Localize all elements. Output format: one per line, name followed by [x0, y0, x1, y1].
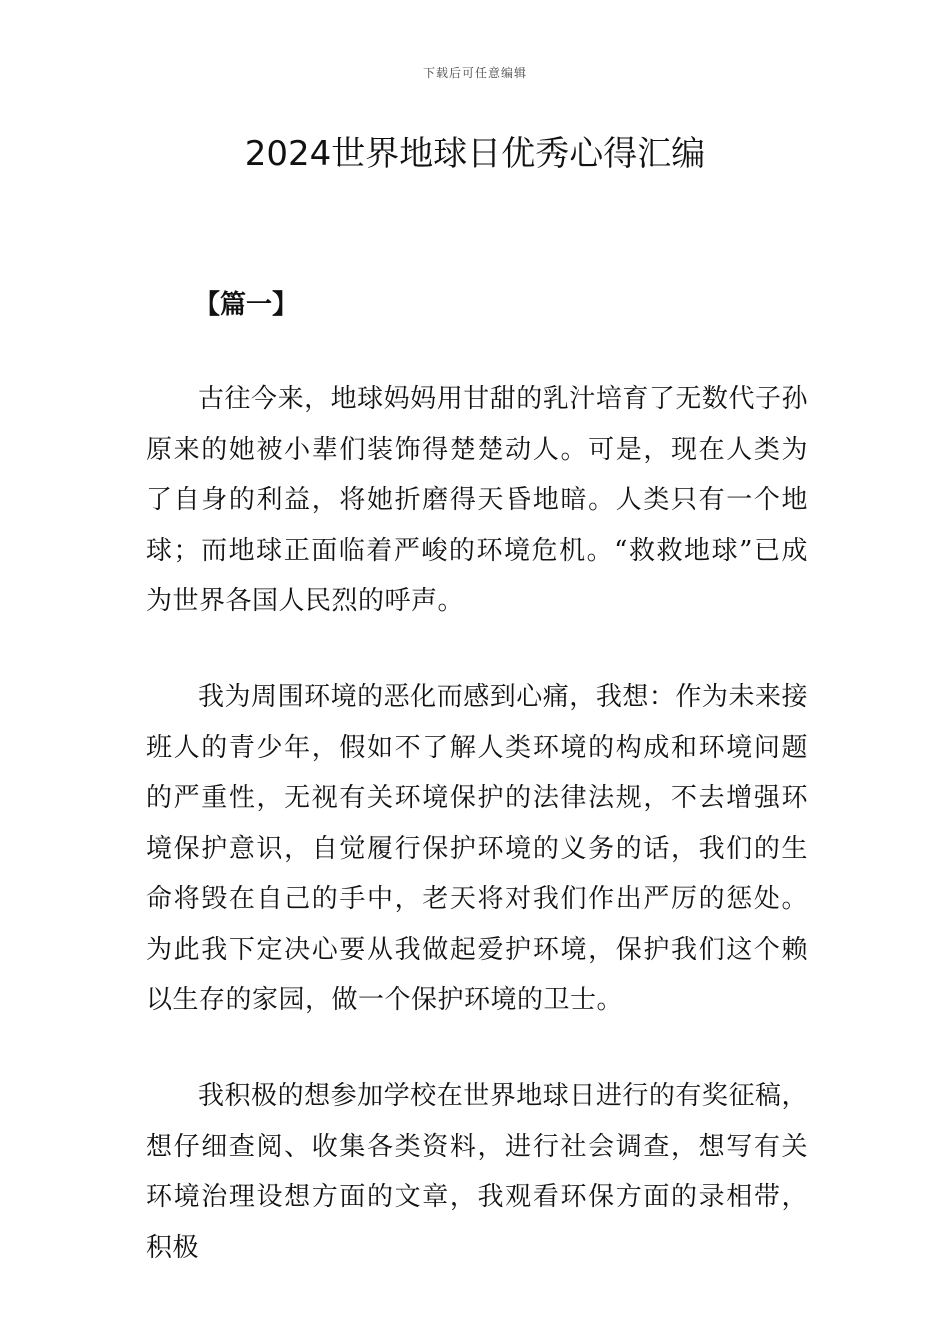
page-header-note: 下载后可任意编辑 [422, 66, 527, 80]
paragraph-1: 古往今来，地球妈妈用甘甜的乳汁培育了无数代子孙原来的她被小辈们装饰得楚楚动人。可是，现在人类为了自身的利益，将她折磨得天昏地暗。人类只有一个地球；而地球正面临着严峻的环境危机。“救救地球”已成为世界各国人民烈的呼声。 [146, 384, 808, 616]
document-title: 2024世界地球日优秀心得汇编 [244, 134, 706, 174]
paragraph-3: 我积极的想参加学校在世界地球日进行的有奖征稿，想仔细查阅、收集各类资料，进行社会调查，想写有关环境治理设想方面的文章，我观看环保方面的录相带，积极 [146, 1081, 808, 1263]
section-label: 【篇一】 [194, 290, 299, 320]
paragraph-2: 我为周围环境的恶化而感到心痛，我想：作为未来接班人的青少年，假如不了解人类环境的构成和环境问题的严重性，无视有关环境保护的法律法规，不去增强环境保护意识，自觉履行保护环境的义务的话，我们的生命将毁在自己的手中，老天将对我们作出严厉的惩处。为此我下定决心要从我做起爱护环境，保护我们这个赖以生存的家园，做一个保护环境的卫士。 [146, 682, 808, 1015]
